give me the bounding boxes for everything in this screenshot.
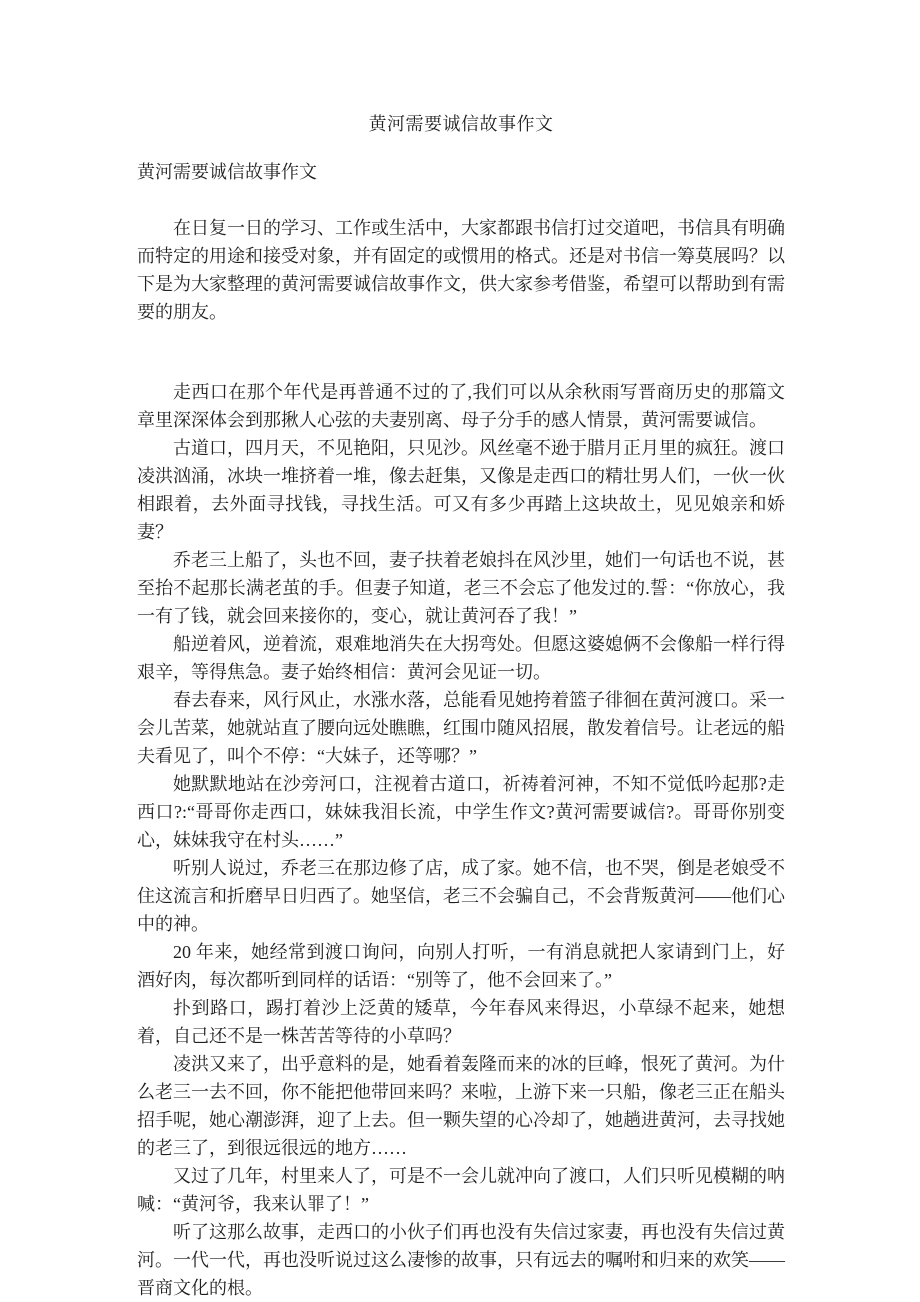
body-paragraph: 扑到路口，踢打着沙上泛黄的矮草，今年春风来得迟，小草绿不起来，她想着，自己还不是一株苦苦等待的小草吗？ bbox=[137, 998, 785, 1046]
document-subtitle: 黄河需要诚信故事作文 bbox=[137, 162, 317, 182]
body-paragraph: 20 年来，她经常到渡口询问，向别人打听，一有消息就把人家请到门上，好酒好肉，每次都听到同样的话语：“别等了，他不会回来了。” bbox=[137, 942, 785, 990]
body-paragraph: 凌洪又来了，出乎意料的是，她看着轰隆而来的冰的巨峰，恨死了黄河。为什么老三一去不回，你不能把他带回来吗？来啦，上游下来一只船，像老三正在船头招手呢，她心潮澎湃，迎了上去。但一颗失望的心冷却了，她趟进黄河，去寻找她的老三了，到很远很远的地方…… bbox=[137, 1054, 785, 1158]
body-paragraphs bbox=[137, 378, 785, 1302]
intro-paragraph: 在日复一日的学习、工作或生活中，大家都跟书信打过交道吧，书信具有明确而特定的用途和接受对象，并有固定的或惯用的格式。还是对书信一筹莫展吗？以下是为大家整理的黄河需要诚信故事作文，供大家参考借鉴，希望可以帮助到有需要的朋友。 bbox=[137, 218, 785, 322]
body-paragraph: 乔老三上船了，头也不回，妻子扶着老娘抖在风沙里，她们一句话也不说，甚至抬不起那长满老茧的手。但妻子知道，老三不会忘了他发过的.誓：“你放心，我一有了钱，就会回来接你的，变心，就让黄河吞了我！” bbox=[137, 550, 785, 626]
body-paragraph: 走西口在那个年代是再普通不过的了,我们可以从余秋雨写晋商历史的那篇文章里深深体会到那揪人心弦的夫妻别离、母子分手的感人情景，黄河需要诚信。 bbox=[137, 382, 785, 430]
document-title: 黄河需要诚信故事作文 bbox=[368, 114, 554, 134]
body-paragraph: 听了这那么故事，走西口的小伙子们再也没有失信过家妻，再也没有失信过黄河。一代一代，再也没听说过这么凄惨的故事，只有远去的嘱咐和归来的欢笑——晋商文化的根。 bbox=[137, 1222, 785, 1298]
body-paragraph: 春去春来，风行风止，水涨水落，总能看见她挎着篮子徘徊在黄河渡口。采一会儿苦菜，她就站直了腰向远处瞧瞧，红围巾随风招展，散发着信号。让老远的船夫看见了，叫个不停：“大妹子，还等哪？” bbox=[137, 690, 785, 766]
body-paragraph: 听别人说过，乔老三在那边修了店，成了家。她不信，也不哭，倒是老娘受不住这流言和折磨早日归西了。她坚信，老三不会骗自己，不会背叛黄河——他们心中的神。 bbox=[137, 858, 785, 934]
blank-space bbox=[137, 326, 785, 378]
body-paragraph: 古道口，四月天，不见艳阳，只见沙。风丝毫不逊于腊月正月里的疯狂。渡口凌洪汹涌，冰块一堆挤着一堆，像去赶集，又像是走西口的精壮男人们，一伙一伙相跟着，去外面寻找钱，寻找生活。可又有多少再踏上这块故土，见见娘亲和娇妻？ bbox=[137, 438, 785, 542]
body-paragraph: 她默默地站在沙旁河口，注视着古道口，祈祷着河神，不知不觉低吟起那?走西口?:“哥哥你走西口，妹妹我泪长流，中学生作文?黄河需要诚信?。哥哥你别变心，妹妹我守在村头……” bbox=[137, 774, 785, 850]
body-paragraph: 船逆着风，逆着流，艰难地消失在大拐弯处。但愿这婆媳俩不会像船一样行得艰辛，等得焦急。妻子始终相信：黄河会见证一切。 bbox=[137, 634, 785, 682]
body-paragraph: 又过了几年，村里来人了，可是不一会儿就冲向了渡口，人们只听见模糊的呐喊：“黄河爷，我来认罪了！” bbox=[137, 1166, 785, 1214]
